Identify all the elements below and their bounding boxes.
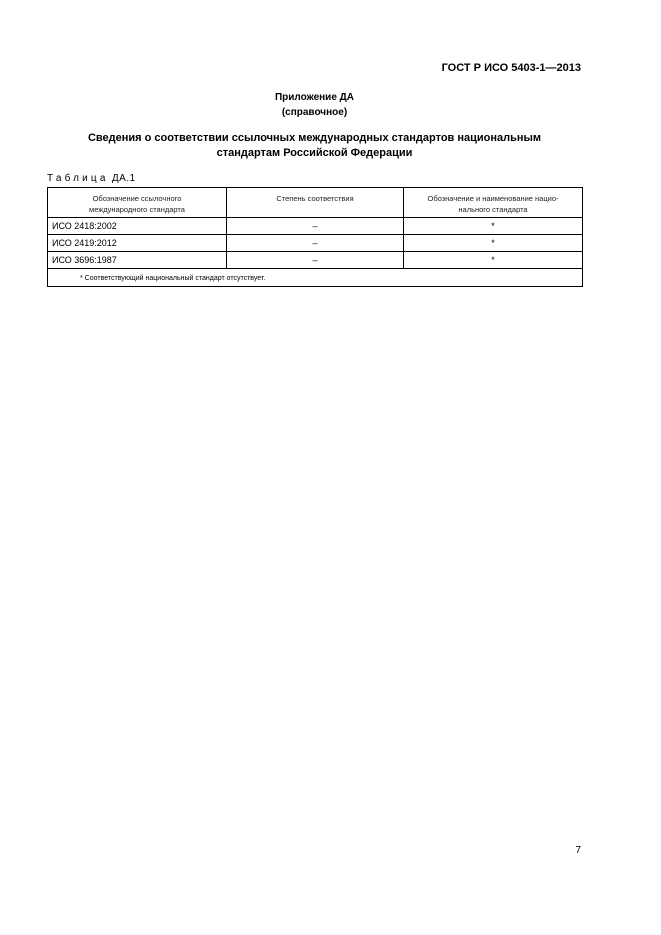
- annex-heading-line-2: стандартам Российской Федерации: [216, 147, 413, 159]
- cell-national-standard: *: [404, 218, 583, 235]
- annex-heading: [47, 131, 582, 161]
- table-footnote: * Соответствующий национальный стандарт отсутствует.: [48, 269, 583, 287]
- cell-national-standard: *: [404, 252, 583, 269]
- cell-national-standard: *: [404, 235, 583, 252]
- page-number: 7: [575, 845, 581, 856]
- document-code: ГОСТ Р ИСО 5403-1—2013: [441, 62, 581, 74]
- table-caption-id: ДА.1: [111, 173, 136, 184]
- table-header-row: [48, 188, 583, 218]
- annex-heading-line-1: Сведения о соответствии ссылочных международных стандартов национальным: [87, 132, 542, 144]
- annex-subtitle: (справочное): [281, 107, 348, 118]
- cell-international-standard: ИСО 2419:2012: [48, 235, 227, 252]
- cell-correspondence-degree: –: [227, 218, 404, 235]
- table-caption-word: Таблица: [47, 173, 109, 184]
- table-row: [48, 235, 583, 252]
- header-line: Степень соответствия: [276, 194, 354, 203]
- header-line: нального стандарта: [458, 205, 528, 214]
- cell-international-standard: ИСО 3696:1987: [48, 252, 227, 269]
- table-footnote-row: [48, 269, 583, 287]
- header-line: Обозначение ссылочного: [92, 194, 182, 203]
- cell-correspondence-degree: –: [227, 235, 404, 252]
- cell-correspondence-degree: –: [227, 252, 404, 269]
- table-caption: [47, 173, 136, 184]
- header-correspondence-degree: [227, 188, 404, 218]
- header-national-standard: [404, 188, 583, 218]
- header-international-standard: [48, 188, 227, 218]
- correspondence-table: [47, 187, 583, 287]
- header-line: международного стандарта: [89, 205, 185, 214]
- table-row: [48, 252, 583, 269]
- annex-title: Приложение ДА: [274, 92, 355, 103]
- table-row: [48, 218, 583, 235]
- cell-international-standard: ИСО 2418:2002: [48, 218, 227, 235]
- header-line: Обозначение и наименование нацио-: [427, 194, 559, 203]
